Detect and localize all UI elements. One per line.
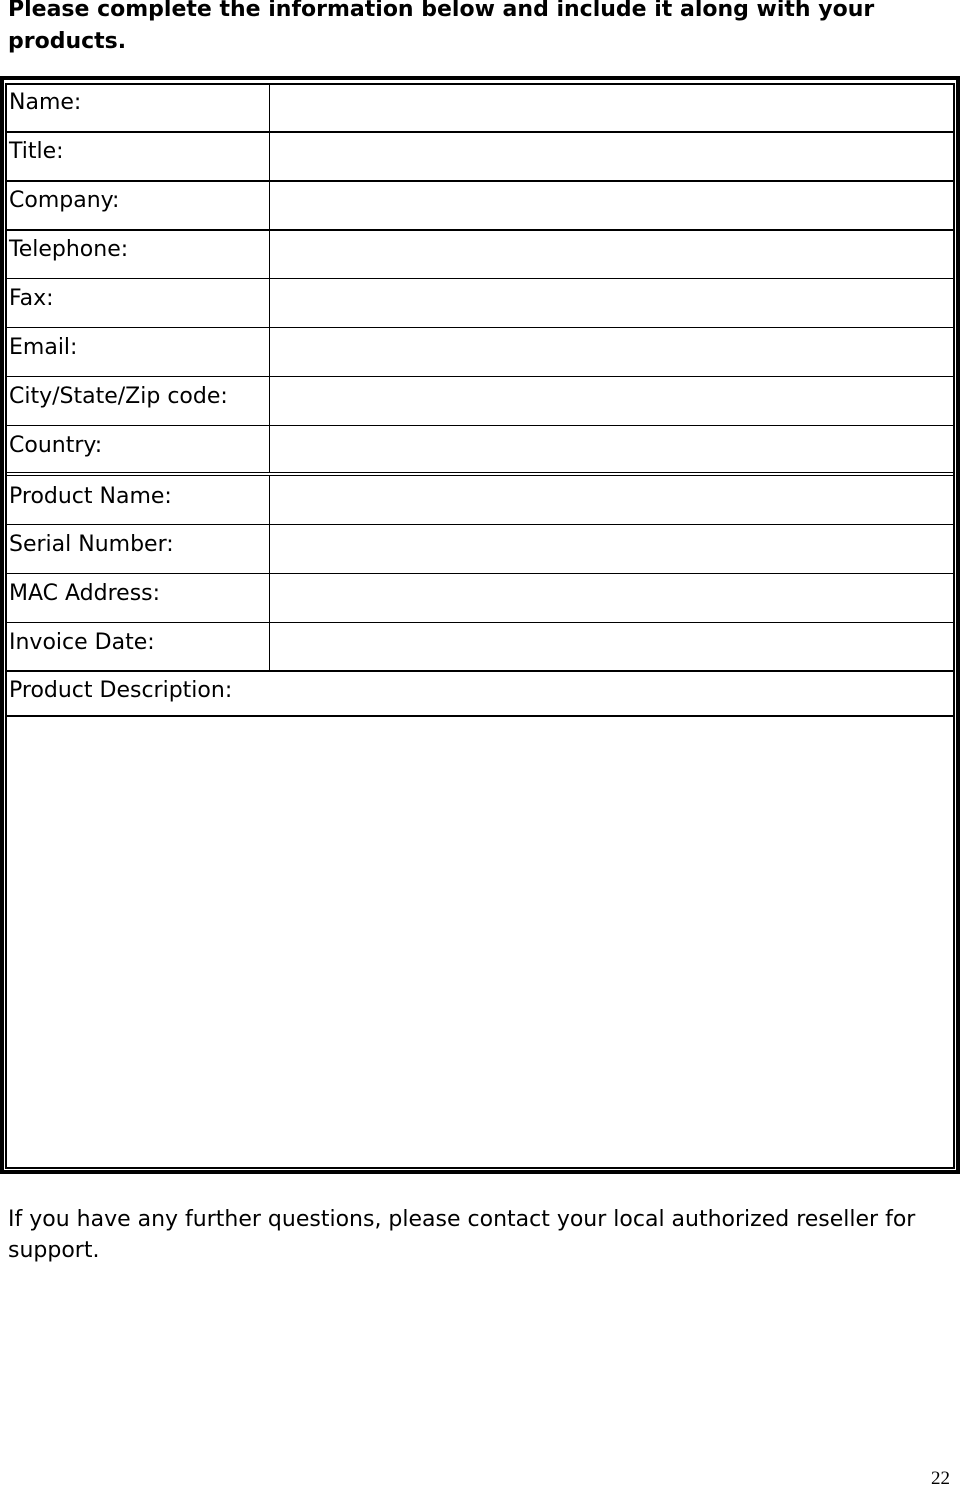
row-divider bbox=[7, 524, 953, 525]
title-label: Title: bbox=[9, 139, 64, 164]
form-row-mac-address bbox=[7, 574, 953, 623]
serial-number-label: Serial Number: bbox=[9, 532, 174, 557]
product-description-field[interactable] bbox=[7, 717, 953, 1167]
name-field[interactable] bbox=[270, 83, 953, 132]
mac-address-field[interactable] bbox=[270, 574, 953, 623]
company-field[interactable] bbox=[270, 181, 953, 230]
serial-number-field[interactable] bbox=[270, 525, 953, 574]
email-label: Email: bbox=[9, 335, 78, 360]
row-divider bbox=[7, 131, 953, 133]
country-field[interactable] bbox=[270, 426, 953, 475]
row-divider bbox=[7, 327, 953, 328]
city-state-zip-field[interactable] bbox=[270, 377, 953, 426]
invoice-date-field[interactable] bbox=[270, 623, 953, 672]
row-divider bbox=[7, 376, 953, 377]
invoice-date-label: Invoice Date: bbox=[9, 630, 155, 655]
support-note: If you have any further questions, please contact your local authorized reseller for support. bbox=[8, 1207, 916, 1263]
form-row-fax bbox=[7, 279, 953, 328]
email-field[interactable] bbox=[270, 328, 953, 377]
fax-label: Fax: bbox=[9, 286, 54, 311]
row-divider bbox=[7, 573, 953, 574]
section-divider bbox=[7, 475, 953, 476]
row-divider bbox=[7, 425, 953, 426]
column-divider bbox=[269, 83, 270, 473]
section-divider bbox=[7, 472, 953, 473]
form-row-company bbox=[7, 181, 953, 230]
form-row-title bbox=[7, 132, 953, 181]
row-divider bbox=[7, 180, 953, 182]
product-name-label: Product Name: bbox=[9, 484, 172, 509]
product-name-field[interactable] bbox=[270, 477, 953, 526]
form-row-telephone bbox=[7, 230, 953, 279]
form-row-country bbox=[7, 426, 953, 475]
country-label: Country: bbox=[9, 433, 103, 458]
page-number: 22 bbox=[931, 1468, 950, 1489]
form-heading: Please complete the information below and include it along with your products. bbox=[8, 0, 875, 54]
telephone-label: Telephone: bbox=[9, 237, 129, 262]
fax-field[interactable] bbox=[270, 279, 953, 328]
form-row-invoice-date bbox=[7, 623, 953, 672]
product-description-label: Product Description: bbox=[9, 678, 233, 703]
company-label: Company: bbox=[9, 188, 120, 213]
form-row-email bbox=[7, 328, 953, 377]
form-row-city-state-zip bbox=[7, 377, 953, 426]
row-divider bbox=[7, 278, 953, 279]
form-row-serial-number bbox=[7, 525, 953, 574]
telephone-field[interactable] bbox=[270, 230, 953, 279]
city-state-zip-label: City/State/Zip code: bbox=[9, 384, 228, 409]
column-divider bbox=[269, 475, 270, 671]
mac-address-label: MAC Address: bbox=[9, 581, 161, 606]
row-divider bbox=[7, 229, 953, 231]
row-divider bbox=[7, 670, 953, 672]
name-label: Name: bbox=[9, 90, 82, 115]
form-row-name bbox=[7, 83, 953, 132]
form-row-product-name bbox=[7, 477, 953, 526]
title-field[interactable] bbox=[270, 132, 953, 181]
row-divider bbox=[7, 622, 953, 623]
